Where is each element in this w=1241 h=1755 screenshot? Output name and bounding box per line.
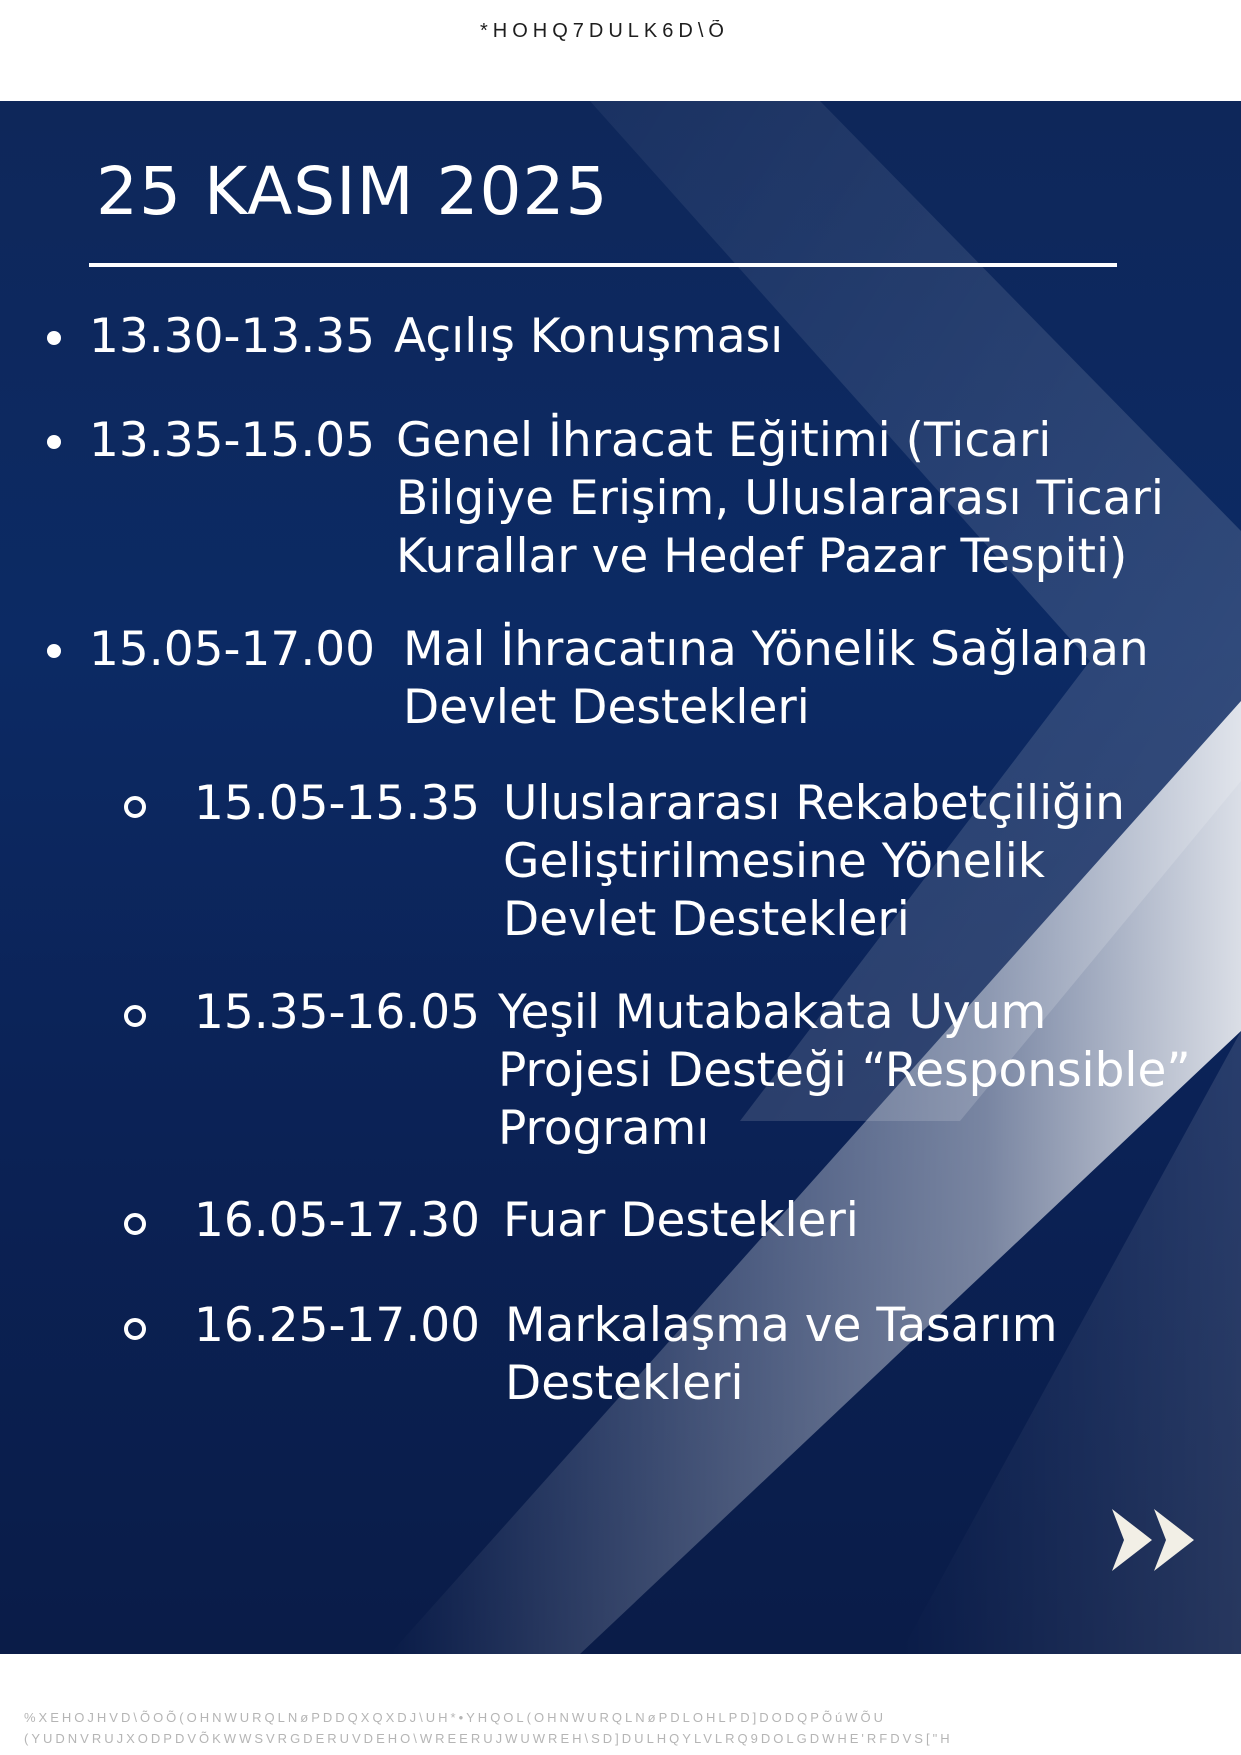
- agenda-item-time: 15.05-17.00: [89, 622, 376, 677]
- bullet-ring-icon: [124, 1005, 146, 1027]
- date-divider: [89, 263, 1117, 267]
- agenda-date: 25 KASIM 2025: [96, 153, 609, 230]
- agenda-item-title: [394, 308, 783, 366]
- title-line: Fuar Destekleri: [503, 1193, 859, 1248]
- bullet-ring-icon: [124, 1213, 146, 1235]
- agenda-banner: [0, 101, 1241, 1654]
- header-encoded-text: *HOHQ7DULK6D\Õ: [480, 20, 729, 42]
- title-line: Yeşil Mutabakata Uyum: [498, 985, 1047, 1040]
- bullet-ring-icon: [124, 796, 146, 818]
- agenda-subitem-time: 16.05-17.30: [194, 1193, 481, 1248]
- title-line: Markalaşma ve Tasarım: [505, 1298, 1058, 1353]
- title-line: Geliştirilmesine Yönelik: [503, 834, 1046, 889]
- title-line: Kurallar ve Hedef Pazar Tespiti): [396, 529, 1128, 584]
- agenda-item-title: [396, 412, 1164, 586]
- agenda-item-time: 13.30-13.35: [89, 309, 376, 364]
- page-footer: [0, 1654, 1241, 1755]
- title-line: Devlet Destekleri: [403, 680, 810, 735]
- title-line: Açılış Konuşması: [394, 309, 784, 364]
- title-line: Programı: [498, 1101, 710, 1156]
- bullet-ring-icon: [124, 1318, 146, 1340]
- agenda-subitem-time: 16.25-17.00: [194, 1298, 481, 1353]
- agenda-subitem-title: [503, 1192, 859, 1250]
- agenda-subitem-title: [503, 775, 1125, 949]
- agenda-subitem-time: 15.05-15.35: [194, 776, 481, 831]
- agenda-subitem-title: [498, 984, 1191, 1158]
- title-line: Projesi Desteği “Responsible”: [498, 1043, 1191, 1098]
- footer-line-1: %XEHOJHVD\ÕOÕ(OHNWURQLNøPDDQXQXDJ\UH*•YHQOL(OHNWURQLNøPDLOHLPD]DODQPÕúWÕU: [24, 1710, 887, 1725]
- title-line: Genel İhracat Eğitimi (Ticari: [396, 413, 1052, 468]
- agenda-subitem-title: [505, 1297, 1058, 1413]
- title-line: Devlet Destekleri: [503, 892, 910, 947]
- title-line: Destekleri: [505, 1356, 744, 1411]
- title-line: Bilgiye Erişim, Uluslararası Ticari: [396, 471, 1164, 526]
- agenda-item-title: [403, 621, 1149, 737]
- bullet-dot-icon: [47, 435, 61, 449]
- double-chevron-right-icon: [1112, 1509, 1204, 1571]
- page-header: [0, 0, 1241, 101]
- bullet-dot-icon: [47, 331, 61, 345]
- agenda-item-time: 13.35-15.05: [89, 413, 376, 468]
- title-line: Mal İhracatına Yönelik Sağlanan: [403, 622, 1149, 677]
- footer-line-2: (YUDNVRUJXODPDVÕKWWSVRGDERUVDEHO\WREERUJWUWREH\SD]DULHQYLVLRQ9DOLGDWHE'RFDVS["H: [24, 1731, 953, 1746]
- title-line: Uluslararası Rekabetçiliğin: [503, 776, 1125, 831]
- bullet-dot-icon: [47, 644, 61, 658]
- agenda-subitem-time: 15.35-16.05: [194, 985, 481, 1040]
